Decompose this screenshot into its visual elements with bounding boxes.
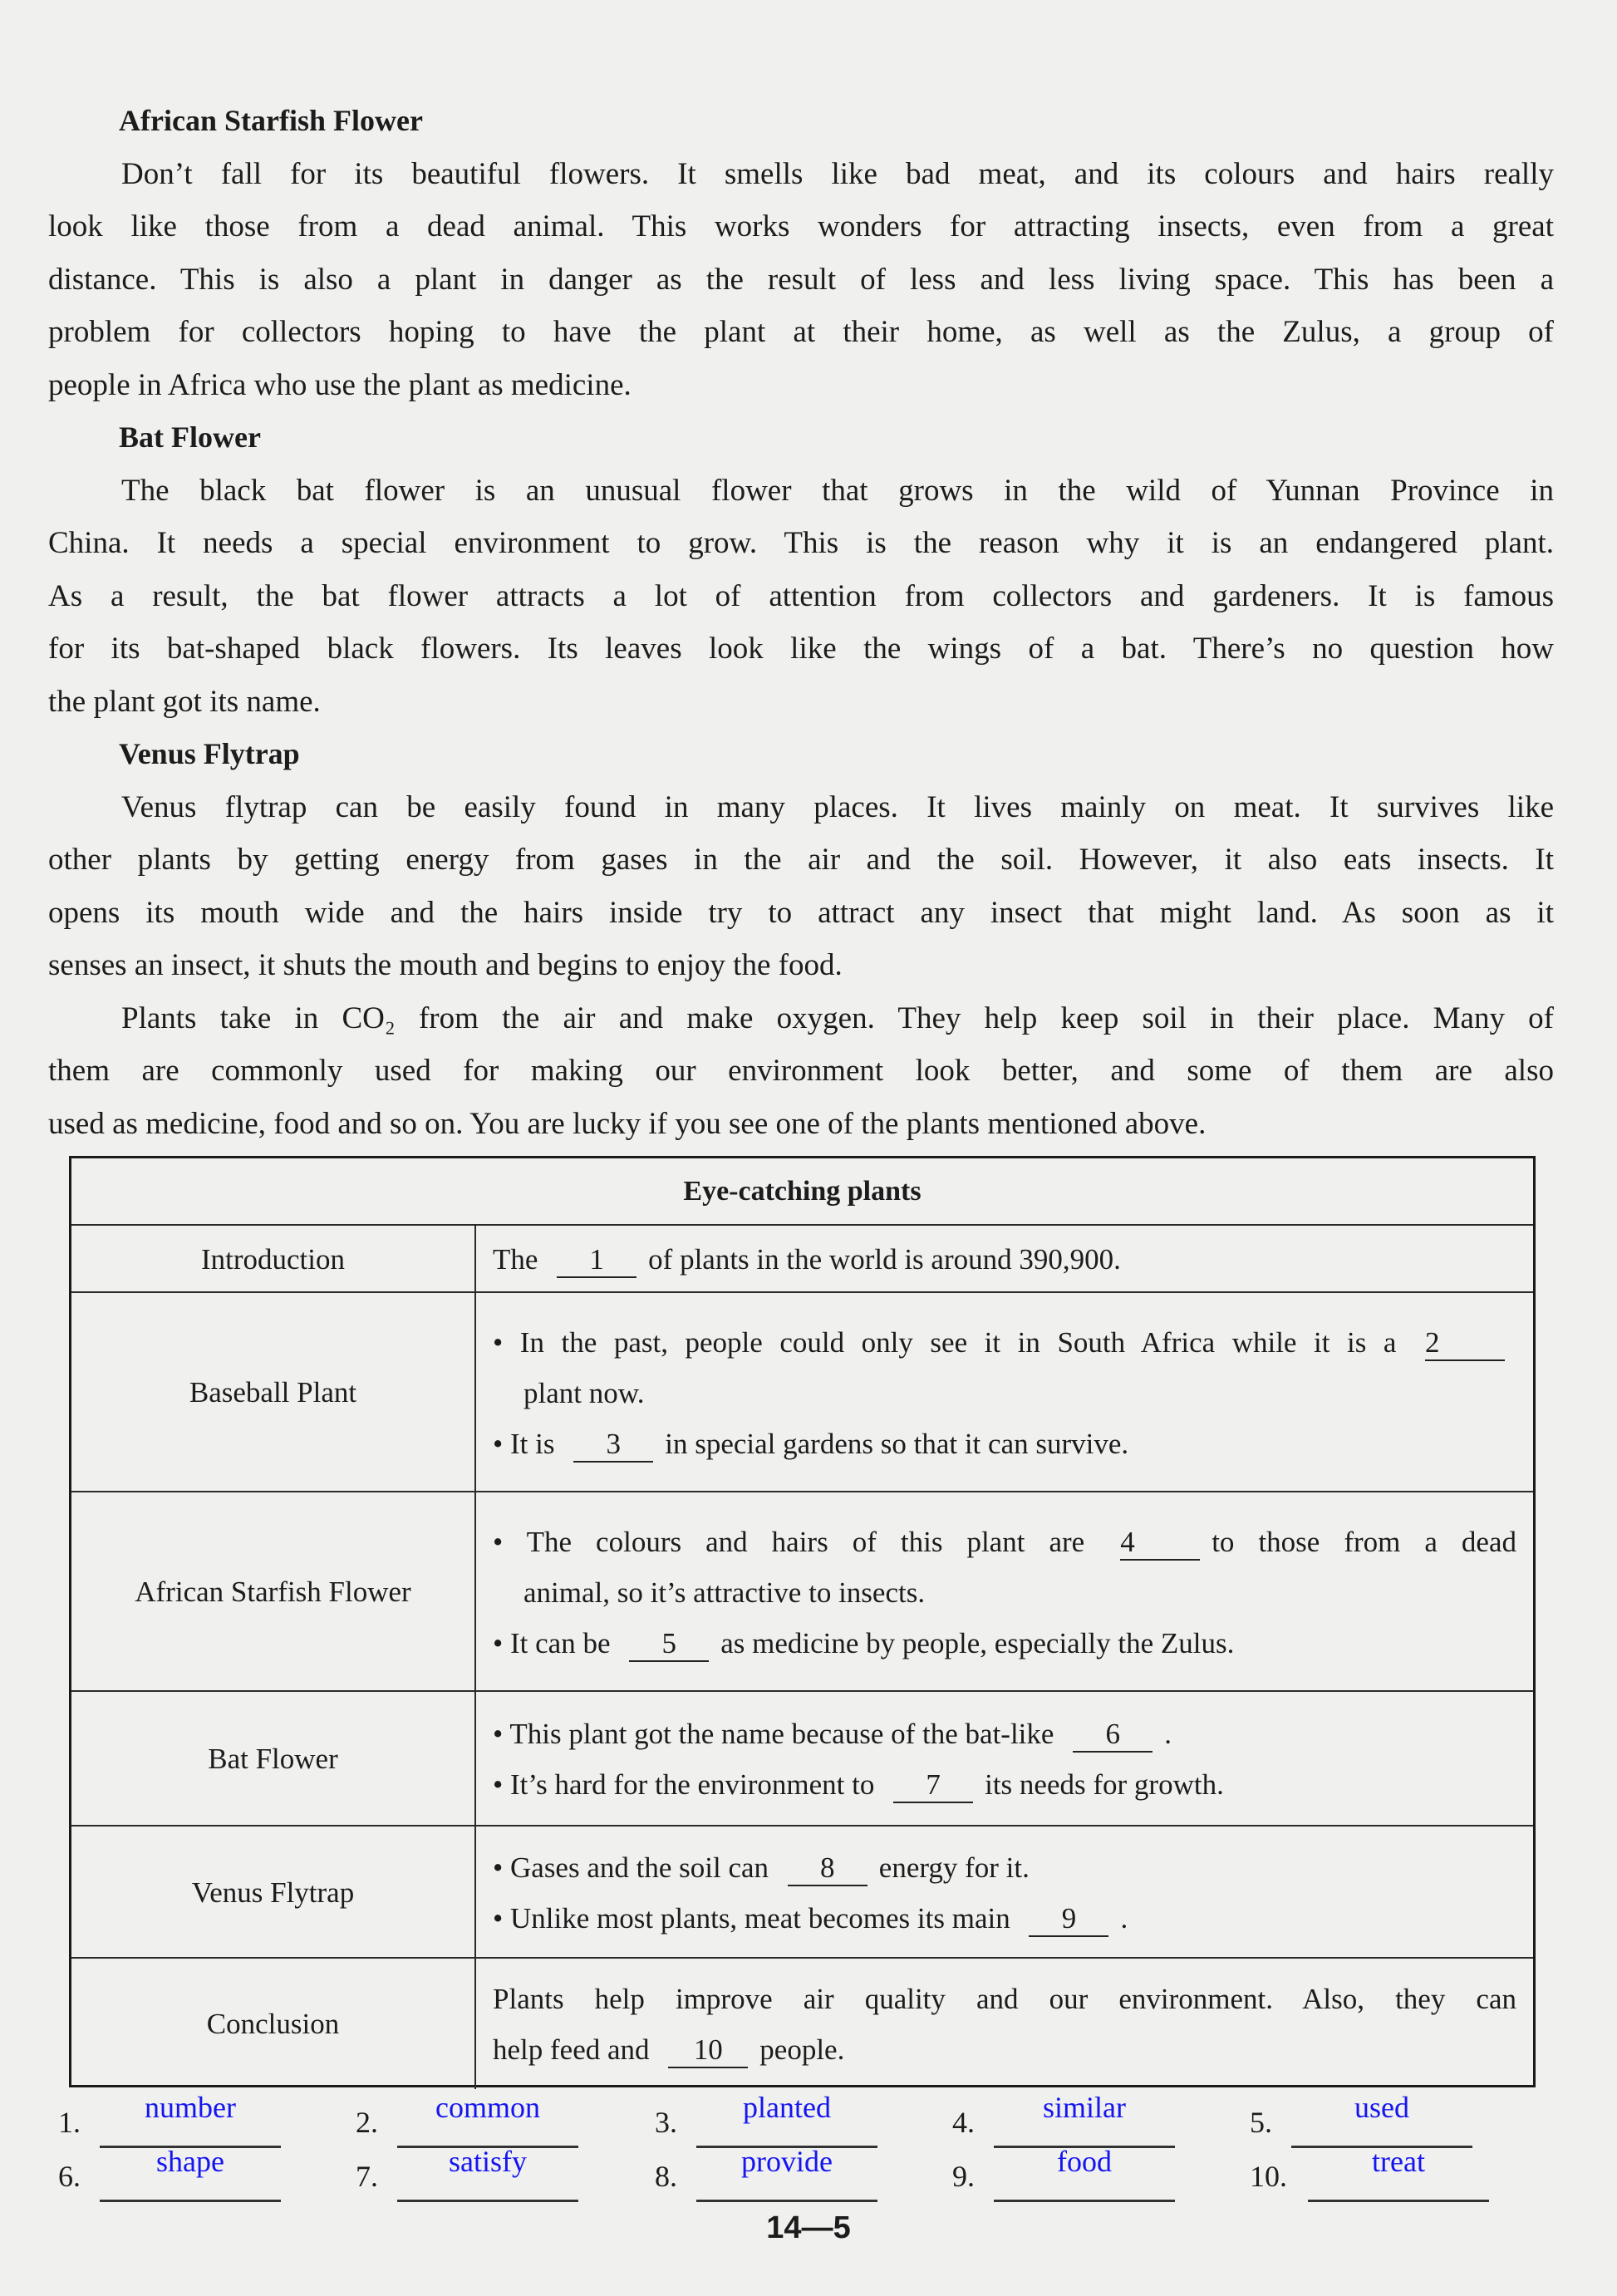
line-text: in special gardens so that it can survive. xyxy=(665,1427,1129,1460)
row-content xyxy=(476,1826,1533,1959)
line-text: . xyxy=(1164,1718,1172,1750)
content-line xyxy=(493,1368,1516,1418)
content-line xyxy=(493,1234,1516,1285)
content-line xyxy=(493,1618,1516,1669)
blank-8: 8 xyxy=(788,1851,867,1886)
line-text: plant now. xyxy=(523,1376,645,1409)
section-heading: Venus Flytrap xyxy=(119,737,300,770)
passage-line: problem for collectors hoping to have the plant at their home, as well as the Zulus, a group of xyxy=(48,315,1554,349)
content-line xyxy=(493,1974,1516,2024)
row-label: African Starfish Flower xyxy=(71,1492,476,1692)
line-text: • It can be xyxy=(493,1626,611,1659)
line-text: • Unlike most plants, meat becomes its main xyxy=(493,1901,1010,1935)
content-line xyxy=(493,2024,1516,2075)
answer-number: 5. xyxy=(1250,2106,1272,2139)
line-text: to those from a dead xyxy=(1212,1525,1516,1558)
line-text: help feed and xyxy=(493,2033,650,2066)
passage-line: other plants by getting energy from gases in the air and the soil. However, it also eats insects. It xyxy=(48,843,1554,877)
answer-underline xyxy=(100,2200,281,2202)
answer-value: shape xyxy=(156,2145,224,2178)
passage-line: As a result, the bat flower attracts a lot of attention from collectors and gardeners. It is famous xyxy=(48,578,1554,613)
line-text: its needs for growth. xyxy=(985,1768,1224,1801)
answer-number: 10. xyxy=(1250,2160,1287,2193)
page-number: 14—5 xyxy=(766,2210,851,2245)
answer-underline xyxy=(994,2200,1175,2202)
answer-value: common xyxy=(435,2091,540,2124)
content-line xyxy=(493,1708,1516,1759)
passage-line: look like those from a dead animal. This works wonders for attracting insects, even from a great xyxy=(48,209,1554,243)
line-text: • This plant got the name because of the bat-like xyxy=(493,1718,1054,1750)
blank-7: 7 xyxy=(893,1768,973,1803)
row-content xyxy=(476,1692,1533,1826)
line-text: • It is xyxy=(493,1427,555,1460)
row-content xyxy=(476,1492,1533,1692)
answer-underline xyxy=(1308,2200,1489,2202)
answer-value: provide xyxy=(741,2145,833,2178)
passage-line: China. It needs a special environment to grow. This is the reason why it is an endangered plant. xyxy=(48,526,1554,560)
passage-line: the plant got its name. xyxy=(48,684,321,719)
blank-2: 2 xyxy=(1425,1326,1505,1361)
passage-line: people in Africa who use the plant as medicine. xyxy=(48,367,632,402)
table-row xyxy=(71,1690,1533,1826)
blank-1: 1 xyxy=(557,1243,636,1278)
answer-value: similar xyxy=(1043,2091,1126,2124)
answer-value: treat xyxy=(1372,2145,1425,2178)
passage-line: opens its mouth wide and the hairs inside try to attract any insect that might land. As soon as it xyxy=(48,895,1554,930)
content-line xyxy=(493,1842,1516,1893)
answer-number: 4. xyxy=(952,2106,975,2139)
passage-line: for its bat-shaped black flowers. Its leaves look like the wings of a bat. There’s no question how xyxy=(48,632,1554,666)
passage-line: The black bat flower is an unusual flower that grows in the wild of Yunnan Province in xyxy=(121,473,1554,508)
content-line xyxy=(493,1317,1516,1368)
content-line xyxy=(493,1418,1516,1469)
section-heading: Bat Flower xyxy=(119,420,261,454)
line-text: animal, so it’s attractive to insects. xyxy=(523,1576,926,1609)
line-text: . xyxy=(1120,1901,1128,1935)
passage-line: distance. This is also a plant in danger as the result of less and less living space. This has been a xyxy=(48,262,1554,297)
answer-value: planted xyxy=(743,2091,831,2124)
table-title: Eye-catching plants xyxy=(683,1175,922,1207)
answer-number: 7. xyxy=(356,2160,378,2193)
answer-number: 2. xyxy=(356,2106,378,2139)
answer-value: number xyxy=(145,2091,236,2124)
answer-number: 8. xyxy=(655,2160,677,2193)
table-row xyxy=(71,1224,1533,1293)
section-heading: African Starfish Flower xyxy=(119,104,423,137)
blank-6: 6 xyxy=(1073,1718,1153,1753)
reading-passage xyxy=(48,95,1554,1150)
answer-underline xyxy=(397,2200,578,2202)
line-text: energy for it. xyxy=(878,1851,1030,1884)
answer-number: 6. xyxy=(58,2160,81,2193)
row-content xyxy=(476,1959,1533,2089)
table-row xyxy=(71,1957,1533,2089)
content-line xyxy=(493,1759,1516,1810)
answer-underline xyxy=(696,2200,877,2202)
table-row xyxy=(71,1291,1533,1492)
line-text: people. xyxy=(759,2033,845,2066)
row-label: Conclusion xyxy=(71,1959,476,2089)
line-text: as medicine by people, especially the Zulus. xyxy=(720,1626,1235,1659)
blank-4: 4 xyxy=(1120,1526,1200,1561)
content-line xyxy=(493,1517,1516,1567)
passage-line: Venus flytrap can be easily found in many places. It lives mainly on meat. It survives like xyxy=(121,789,1554,824)
answer-number: 3. xyxy=(655,2106,677,2139)
answer-value: used xyxy=(1354,2091,1409,2124)
table-row xyxy=(71,1491,1533,1692)
blank-10: 10 xyxy=(668,2033,748,2068)
blank-3: 3 xyxy=(573,1428,653,1463)
content-line xyxy=(493,1893,1516,1944)
passage-line: them are commonly used for making our environment look better, and some of them are also xyxy=(48,1054,1554,1088)
line-text: • It’s hard for the environment to xyxy=(493,1768,875,1801)
row-content xyxy=(476,1293,1533,1492)
blank-5: 5 xyxy=(629,1627,709,1662)
passage-line: senses an insect, it shuts the mouth and begins to enjoy the food. xyxy=(48,948,843,982)
answer-value: food xyxy=(1057,2145,1112,2178)
content-line xyxy=(493,1567,1516,1618)
row-label: Bat Flower xyxy=(71,1692,476,1826)
answer-number: 9. xyxy=(952,2160,975,2193)
row-label: Introduction xyxy=(71,1226,476,1293)
line-text: The xyxy=(493,1243,538,1276)
line-text: of plants in the world is around 390,900. xyxy=(648,1243,1121,1276)
answer-number: 1. xyxy=(58,2106,81,2139)
answer-value: satisfy xyxy=(449,2145,527,2178)
blank-9: 9 xyxy=(1029,1902,1108,1937)
line-text: • Gases and the soil can xyxy=(493,1851,769,1884)
passage-line: Don’t fall for its beautiful flowers. It smells like bad meat, and its colours and hairs really xyxy=(121,156,1554,191)
line-text: • In the past, people could only see it in South Africa while it is a xyxy=(493,1325,1397,1359)
row-label: Baseball Plant xyxy=(71,1293,476,1492)
passage-line: Plants take in CO₂ from the air and make oxygen. They help keep soil in their place. Many of xyxy=(121,1001,1554,1035)
row-label: Venus Flytrap xyxy=(71,1826,476,1959)
summary-table xyxy=(69,1156,1536,2087)
row-content xyxy=(476,1226,1533,1293)
line-text: Plants help improve air quality and our environment. Also, they can xyxy=(493,1982,1516,2015)
line-text: • The colours and hairs of this plant are xyxy=(493,1525,1085,1558)
passage-line: used as medicine, food and so on. You are lucky if you see one of the plants mentioned above. xyxy=(48,1106,1207,1141)
table-row xyxy=(71,1825,1533,1959)
